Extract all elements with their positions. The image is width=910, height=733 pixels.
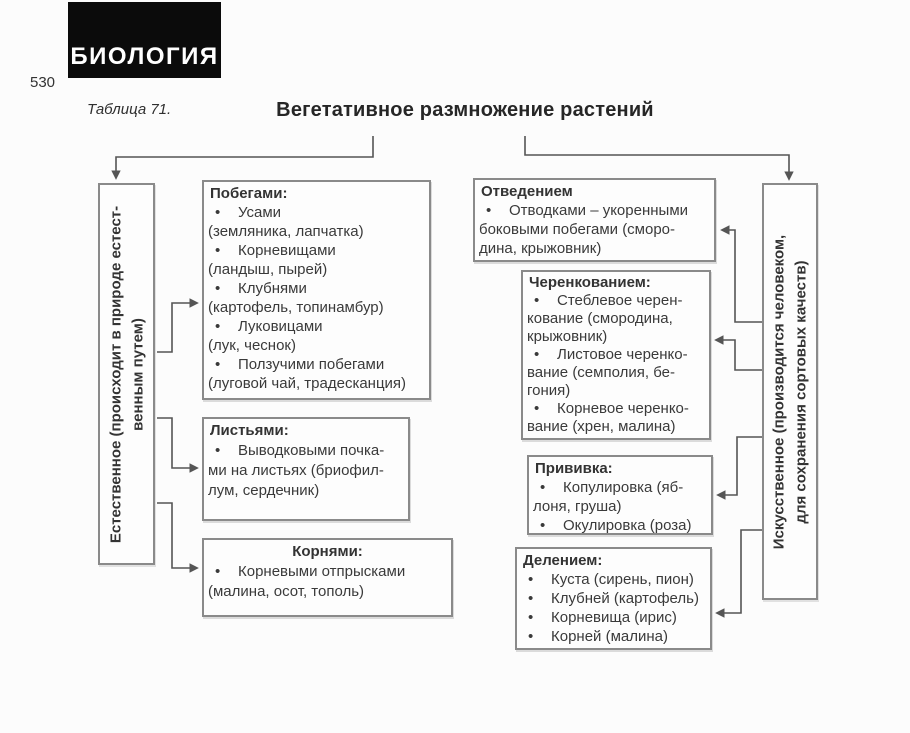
box-line-text: дина, крыжовник)	[479, 240, 602, 257]
category-box-header: Побегами:	[210, 185, 288, 202]
page-number: 530	[30, 74, 56, 91]
category-box-grafting	[527, 455, 713, 535]
box-line	[475, 201, 714, 220]
bullet-icon: •	[215, 563, 221, 580]
box-line-text: Клубней (картофель)	[551, 590, 699, 607]
box-line-text: Корней (малина)	[551, 628, 668, 645]
category-box-lines	[523, 292, 709, 436]
connector-artificial-to-layering	[723, 230, 762, 322]
bullet-icon: •	[528, 571, 534, 588]
category-box-layering	[473, 178, 716, 262]
box-line	[204, 374, 429, 393]
branch-label-line: венным путем)	[128, 317, 146, 431]
box-line	[204, 355, 429, 374]
box-line-text: Выводковыми почка-	[238, 442, 385, 459]
category-box-lines	[529, 478, 711, 535]
box-line	[204, 298, 429, 317]
box-line-text: Корневыми отпрысками	[238, 563, 406, 580]
category-box-header: Делением:	[523, 552, 603, 569]
box-line	[523, 418, 709, 436]
box-line-text: (малина, осот, тополь)	[208, 583, 365, 600]
box-line	[204, 441, 408, 461]
box-line-text: гония)	[527, 382, 571, 399]
box-line	[475, 239, 714, 258]
box-line-text: вание (семполия, бе-	[527, 364, 675, 381]
bullet-icon: •	[534, 346, 540, 363]
connector-natural-to-shoots	[157, 303, 196, 352]
category-box-header: Корнями:	[292, 543, 363, 560]
box-line	[523, 400, 709, 418]
category-box-lines	[204, 441, 408, 501]
box-line	[529, 478, 711, 497]
category-box-division	[515, 547, 712, 650]
category-box-header: Отведением	[481, 183, 573, 200]
bullet-icon: •	[215, 442, 221, 459]
box-line	[517, 570, 710, 589]
connector-natural-to-leaves	[157, 418, 196, 468]
category-box-lines	[204, 562, 451, 602]
category-box-header: Прививка:	[535, 460, 613, 477]
box-line	[529, 516, 711, 535]
box-line-text: Куста (сирень, пион)	[551, 571, 694, 588]
box-line	[523, 364, 709, 382]
bullet-icon: •	[534, 292, 540, 309]
box-line-text: Копулировка (яб-	[563, 479, 684, 496]
box-line	[523, 328, 709, 346]
connector-artificial-to-grafting	[719, 437, 762, 495]
category-box-leaves	[202, 417, 410, 521]
bullet-icon: •	[215, 242, 221, 259]
box-line	[204, 481, 408, 501]
box-line	[529, 497, 711, 516]
category-box-cuttings	[521, 270, 711, 440]
category-box-lines	[475, 201, 714, 258]
bullet-icon: •	[540, 517, 546, 534]
category-box-lines	[517, 570, 710, 646]
box-line-text: лум, сердечник)	[208, 482, 320, 499]
box-line-text: ми на листьях (бриофил-	[208, 462, 384, 479]
box-line-text: Стеблевое черен-	[557, 292, 683, 309]
bullet-icon: •	[215, 356, 221, 373]
box-line-text: Корневища (ирис)	[551, 609, 677, 626]
box-line-text: лоня, груша)	[533, 498, 622, 515]
box-line-text: Корневищами	[238, 242, 336, 259]
box-line	[475, 220, 714, 239]
box-line-text: крыжовник)	[527, 328, 608, 345]
connector-artificial-to-cuttings	[717, 340, 762, 370]
bullet-icon: •	[215, 280, 221, 297]
box-line	[517, 608, 710, 627]
box-line	[204, 260, 429, 279]
box-line-text: Отводками – укоренными	[509, 202, 689, 219]
category-box-header: Листьями:	[210, 422, 289, 439]
bullet-icon: •	[534, 400, 540, 417]
box-line-text: Усами	[238, 204, 282, 221]
box-line-text: Ползучими побегами	[238, 356, 385, 373]
box-line	[517, 589, 710, 608]
box-line	[204, 562, 451, 582]
bullet-icon: •	[215, 318, 221, 335]
bullet-icon: •	[540, 479, 546, 496]
branch-label-line: Искусственное (производится человеком,	[770, 234, 787, 549]
box-line-text: (земляника, лапчатка)	[208, 223, 364, 240]
box-line-text: вание (хрен, малина)	[527, 418, 676, 435]
bullet-icon: •	[486, 202, 492, 219]
box-line-text: Луковицами	[238, 318, 323, 335]
box-line-text: (картофель, топинамбур)	[208, 299, 384, 316]
box-line	[204, 317, 429, 336]
category-box-lines	[204, 203, 429, 393]
connector-natural-to-roots	[157, 503, 196, 568]
box-line	[204, 461, 408, 481]
bullet-icon: •	[528, 609, 534, 626]
box-line	[204, 203, 429, 222]
box-line	[204, 336, 429, 355]
branch-label-line: для сохранения сортовых качеств)	[792, 259, 809, 524]
diagram-title: Вегетативное размножение растений	[276, 99, 654, 121]
box-line-text: Корневое черенко-	[557, 400, 689, 417]
box-line	[204, 582, 451, 602]
box-line-text: кование (смородина,	[527, 310, 673, 327]
box-line-text: Листовое черенко-	[557, 346, 688, 363]
box-line-text: (лук, чеснок)	[208, 337, 296, 354]
box-line	[523, 310, 709, 328]
box-line-text: Окулировка (роза)	[563, 517, 692, 534]
bullet-icon: •	[215, 204, 221, 221]
box-line	[204, 222, 429, 241]
table-caption: Таблица 71.	[87, 101, 172, 118]
book-section-logo: БИОЛОГИЯ	[68, 2, 221, 78]
box-line	[523, 382, 709, 400]
box-line-text: (луговой чай, традесканция)	[208, 375, 407, 392]
box-line-text: Клубнями	[238, 280, 307, 297]
branch-box-artificial	[762, 183, 818, 600]
category-box-shoots	[202, 180, 431, 400]
bullet-icon: •	[528, 590, 534, 607]
box-line-text: (ландыш, пырей)	[208, 261, 328, 278]
branch-box-natural	[98, 183, 155, 565]
category-box-roots	[202, 538, 453, 617]
box-line	[523, 346, 709, 364]
box-line	[204, 279, 429, 298]
box-line-text: боковыми побегами (сморо-	[479, 221, 676, 238]
connector-title-to-natural	[116, 136, 373, 177]
box-line	[204, 241, 429, 260]
branch-label-line: Естественное (происходит в природе естест-	[106, 205, 124, 543]
bullet-icon: •	[528, 628, 534, 645]
connector-artificial-to-division	[718, 530, 762, 613]
category-box-header: Черенкованием:	[529, 274, 651, 291]
box-line	[517, 627, 710, 646]
box-line	[523, 292, 709, 310]
connector-title-to-artificial	[525, 136, 789, 178]
